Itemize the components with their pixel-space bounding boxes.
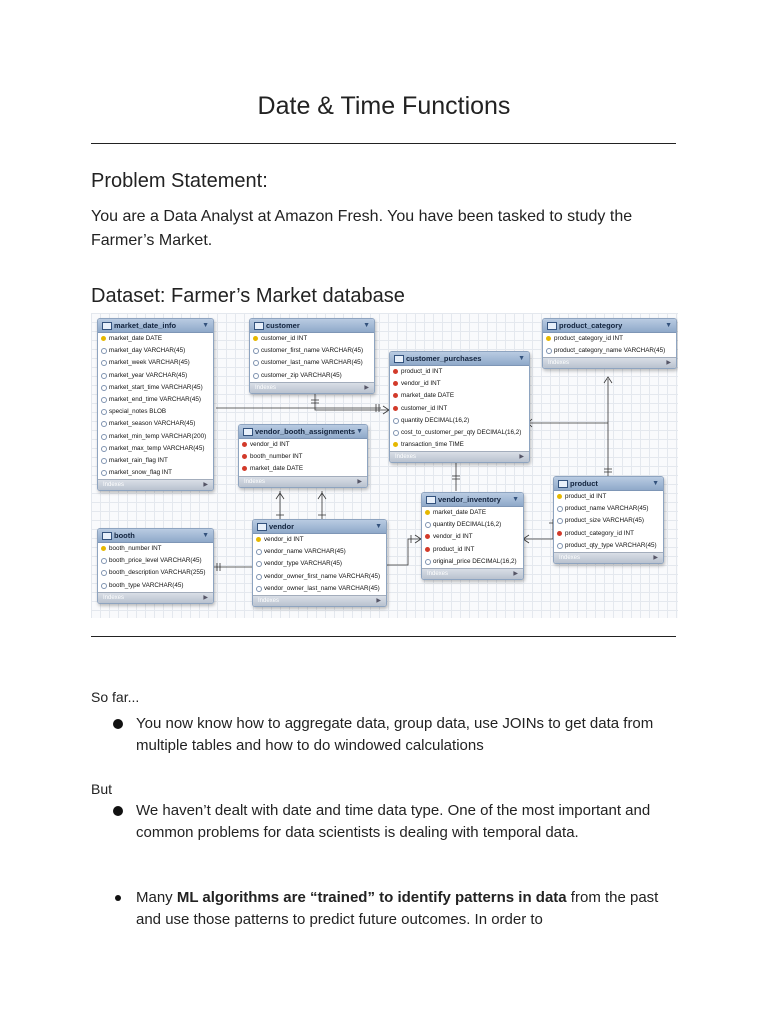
column-label: vendor_id INT	[433, 533, 473, 541]
column-label: quantity DECIMAL(16,2)	[433, 521, 502, 529]
collapse-arrow-icon[interactable]: ▼	[512, 496, 519, 503]
column-label: product_name VARCHAR(45)	[565, 505, 649, 513]
problem-text: You are a Data Analyst at Amazon Fresh. You have been tasked to study the Farmer’s Market.	[91, 208, 633, 249]
table-product	[553, 476, 664, 564]
table-market-date-info	[97, 318, 214, 491]
column-icon	[557, 506, 563, 512]
table-column	[98, 555, 213, 567]
table-column	[554, 515, 663, 527]
column-label: market_season VARCHAR(45)	[109, 420, 196, 428]
table-header	[390, 352, 529, 366]
indexes-label: Indexes	[255, 384, 277, 391]
table-column	[98, 543, 213, 555]
primary-key-icon	[101, 336, 106, 341]
table-column	[250, 370, 374, 382]
table-header	[422, 493, 523, 507]
column-icon	[425, 522, 431, 528]
table-column	[98, 467, 213, 479]
column-label: product_id INT	[401, 368, 443, 375]
table-customer-purchases	[389, 351, 530, 463]
table-column	[253, 571, 386, 583]
column-icon	[101, 458, 107, 464]
table-column	[422, 519, 523, 531]
table-column	[253, 534, 386, 546]
table-icon	[558, 480, 568, 488]
table-header	[554, 477, 663, 491]
table-header	[543, 319, 676, 333]
table-header	[250, 319, 374, 333]
column-label: customer_id INT	[261, 335, 308, 342]
column-icon	[101, 470, 107, 476]
primary-key-icon	[101, 546, 106, 551]
column-label: product_id INT	[433, 545, 475, 553]
foreign-key-icon	[393, 369, 398, 374]
er-diagram	[91, 313, 678, 618]
table-column	[98, 580, 213, 592]
table-column	[422, 507, 523, 519]
table-name: vendor	[269, 522, 295, 531]
expand-arrow-icon[interactable]: ▶	[653, 554, 658, 561]
indexes-footer[interactable]	[239, 476, 367, 487]
table-column	[239, 439, 367, 451]
foreign-key-icon	[425, 547, 430, 552]
column-icon	[101, 385, 107, 391]
but-label: But	[91, 781, 113, 797]
primary-key-icon	[393, 442, 398, 447]
indexes-footer[interactable]	[422, 568, 523, 579]
table-column	[250, 333, 374, 345]
column-icon	[101, 446, 107, 452]
column-icon	[101, 583, 107, 589]
column-icon	[101, 397, 107, 403]
column-icon	[253, 348, 259, 354]
collapse-arrow-icon[interactable]: ▼	[356, 428, 363, 435]
bullet-text: You now know how to aggregate data, group data, use JOINs to get data from multiple tables and how to do windowed calculations	[136, 715, 654, 754]
column-icon	[256, 574, 262, 580]
column-icon	[101, 558, 107, 564]
table-column	[390, 390, 529, 402]
column-label: special_notes BLOB	[109, 408, 167, 416]
bullet-icon	[113, 719, 123, 729]
column-label: customer_last_name VARCHAR(45)	[261, 359, 363, 367]
table-column	[239, 463, 367, 475]
expand-arrow-icon[interactable]: ▶	[376, 597, 381, 604]
column-label: quantity DECIMAL(16,2)	[401, 416, 470, 424]
indexes-footer[interactable]	[253, 595, 386, 606]
primary-key-icon	[253, 336, 258, 341]
table-column	[98, 370, 213, 382]
dataset-heading: Dataset: Farmer’s Market database	[91, 285, 405, 307]
column-label: market_date DATE	[250, 465, 304, 473]
table-header	[239, 425, 367, 439]
problem-heading: Problem Statement:	[91, 170, 268, 192]
table-icon	[547, 322, 557, 330]
table-column	[239, 451, 367, 463]
column-label: product_category_name VARCHAR(45)	[554, 347, 666, 355]
indexes-footer[interactable]	[390, 451, 529, 462]
collapse-arrow-icon[interactable]: ▼	[652, 480, 659, 487]
table-header	[98, 319, 213, 333]
collapse-arrow-icon[interactable]: ▼	[375, 523, 382, 530]
table-column	[98, 431, 213, 443]
collapse-arrow-icon[interactable]: ▼	[518, 355, 525, 362]
table-column	[390, 439, 529, 451]
table-column	[98, 443, 213, 455]
table-column	[422, 556, 523, 568]
column-label: product_id INT	[565, 493, 607, 500]
foreign-key-icon	[557, 531, 562, 536]
table-vendor-inventory	[421, 492, 524, 580]
collapse-arrow-icon[interactable]: ▼	[665, 322, 672, 329]
relation-marker	[523, 523, 557, 543]
table-vendor-booth-assignments	[238, 424, 368, 488]
table-column	[98, 357, 213, 369]
table-column	[98, 394, 213, 406]
column-label: market_start_time VARCHAR(45)	[109, 383, 203, 391]
relation-line	[522, 519, 553, 539]
table-column	[390, 366, 529, 378]
expand-arrow-icon[interactable]: ▶	[513, 570, 518, 577]
primary-key-icon	[546, 336, 551, 341]
column-icon	[425, 559, 431, 565]
primary-key-icon	[557, 494, 562, 499]
column-icon	[546, 348, 552, 354]
indexes-label: Indexes	[103, 482, 125, 489]
table-column	[253, 583, 386, 595]
column-label: market_week VARCHAR(45)	[109, 359, 190, 367]
indexes-label: Indexes	[258, 597, 280, 604]
column-label: market_snow_flag INT	[109, 469, 172, 477]
column-label: vendor_name VARCHAR(45)	[264, 548, 346, 556]
column-icon	[101, 348, 107, 354]
table-icon	[394, 355, 404, 363]
indexes-footer[interactable]	[98, 479, 213, 490]
foreign-key-icon	[425, 534, 430, 539]
table-name: product	[570, 479, 598, 488]
column-label: vendor_type VARCHAR(45)	[264, 560, 342, 568]
column-icon	[101, 360, 107, 366]
indexes-footer[interactable]	[98, 592, 213, 603]
table-name: customer	[266, 321, 300, 330]
column-label: market_end_time VARCHAR(45)	[109, 395, 201, 403]
column-label: original_price DECIMAL(16,2)	[433, 557, 517, 565]
table-column	[554, 503, 663, 515]
expand-arrow-icon[interactable]: ▶	[364, 384, 369, 391]
column-label: market_date DATE	[401, 392, 455, 400]
table-column	[390, 378, 529, 390]
table-column	[98, 345, 213, 357]
column-label: market_min_temp VARCHAR(200)	[109, 432, 207, 440]
primary-key-icon	[256, 537, 261, 542]
foreign-key-icon	[242, 466, 247, 471]
collapse-arrow-icon[interactable]: ▼	[202, 322, 209, 329]
column-icon	[393, 430, 399, 436]
table-name: vendor_inventory	[438, 495, 501, 504]
indexes-footer[interactable]	[250, 382, 374, 393]
column-icon	[393, 418, 399, 424]
divider	[91, 143, 676, 144]
table-column	[250, 357, 374, 369]
column-icon	[101, 421, 107, 427]
column-icon	[101, 434, 107, 440]
expand-arrow-icon[interactable]: ▶	[357, 478, 362, 485]
table-column	[554, 540, 663, 552]
table-column	[98, 455, 213, 467]
expand-arrow-icon[interactable]: ▶	[203, 482, 208, 489]
indexes-footer[interactable]	[543, 357, 676, 368]
column-label: market_date DATE	[109, 335, 163, 342]
table-name: vendor_booth_assignments	[255, 427, 356, 436]
column-label: booth_description VARCHAR(255)	[109, 569, 206, 577]
column-label: product_category_id INT	[554, 335, 623, 342]
column-label: product_category_id INT	[565, 529, 634, 537]
table-icon	[102, 322, 112, 330]
table-icon	[426, 496, 436, 504]
table-column	[422, 544, 523, 556]
column-label: booth_number INT	[109, 545, 162, 552]
primary-key-icon	[425, 510, 430, 515]
column-icon	[256, 561, 262, 567]
column-icon	[253, 360, 259, 366]
column-icon	[256, 549, 262, 555]
so-far-label: So far...	[91, 689, 140, 705]
table-icon	[243, 428, 253, 436]
table-column	[98, 418, 213, 430]
indexes-label: Indexes	[395, 454, 417, 461]
bullet-text-pre: Many	[136, 889, 177, 906]
table-name: market_date_info	[114, 321, 177, 330]
column-label: market_max_temp VARCHAR(45)	[109, 444, 205, 452]
table-column	[98, 567, 213, 579]
table-product-category	[542, 318, 677, 369]
column-label: transaction_time TIME	[401, 441, 464, 449]
table-column	[98, 406, 213, 418]
indexes-footer[interactable]	[554, 552, 663, 563]
column-label: cost_to_customer_per_qty DECIMAL(16,2)	[401, 428, 522, 436]
column-label: vendor_id INT	[250, 441, 290, 448]
column-label: product_qty_type VARCHAR(45)	[565, 541, 657, 549]
indexes-label: Indexes	[244, 478, 266, 485]
collapse-arrow-icon[interactable]: ▼	[363, 322, 370, 329]
table-column	[390, 403, 529, 415]
column-label: customer_zip VARCHAR(45)	[261, 371, 342, 379]
foreign-key-icon	[393, 393, 398, 398]
indexes-label: Indexes	[559, 554, 581, 561]
column-icon	[101, 409, 107, 415]
column-icon	[557, 518, 563, 524]
column-label: booth_price_level VARCHAR(45)	[109, 557, 202, 565]
bullet-text-post: from the past and use those patterns to predict future outcomes. In order to	[136, 889, 659, 928]
table-column	[250, 345, 374, 357]
relation-marker	[276, 493, 326, 515]
table-header	[98, 529, 213, 543]
column-label: booth_type VARCHAR(45)	[109, 581, 184, 589]
bullet-icon	[115, 895, 121, 901]
table-column	[98, 382, 213, 394]
column-icon	[101, 373, 107, 379]
table-name: customer_purchases	[406, 354, 482, 363]
column-label: market_date DATE	[433, 509, 487, 516]
column-icon	[253, 373, 259, 379]
column-icon	[256, 586, 262, 592]
expand-arrow-icon[interactable]: ▶	[519, 454, 524, 461]
column-label: vendor_owner_first_name VARCHAR(45)	[264, 572, 381, 580]
bullet-text-bold: ML algorithms are “trained” to identify patterns in data	[176, 889, 567, 906]
column-label: market_year VARCHAR(45)	[109, 371, 188, 379]
table-column	[98, 333, 213, 345]
table-column	[390, 427, 529, 439]
column-label: vendor_id INT	[401, 380, 441, 388]
bullet-text: We haven’t dealt with date and time data type. One of the most important and common problems for data scientists is dealing with temporal data.	[136, 802, 651, 841]
table-column	[253, 558, 386, 570]
table-header	[253, 520, 386, 534]
expand-arrow-icon[interactable]: ▶	[666, 360, 671, 367]
foreign-key-icon	[242, 454, 247, 459]
column-label: market_day VARCHAR(45)	[109, 347, 186, 355]
column-label: vendor_id INT	[264, 536, 304, 543]
foreign-key-icon	[393, 381, 398, 386]
column-label: customer_first_name VARCHAR(45)	[261, 347, 364, 355]
relation-line	[280, 491, 322, 521]
column-label: vendor_owner_last_name VARCHAR(45)	[264, 584, 380, 592]
table-icon	[257, 523, 267, 531]
collapse-arrow-icon[interactable]: ▼	[202, 532, 209, 539]
bullet-icon	[113, 806, 123, 816]
table-column	[253, 546, 386, 558]
table-vendor	[252, 519, 387, 607]
table-column	[390, 415, 529, 427]
indexes-label: Indexes	[548, 360, 570, 367]
divider	[91, 636, 676, 637]
table-customer	[249, 318, 375, 394]
column-label: booth_number INT	[250, 453, 303, 461]
expand-arrow-icon[interactable]: ▶	[203, 594, 208, 601]
table-column	[422, 531, 523, 543]
table-name: product_category	[559, 321, 623, 330]
table-column	[543, 333, 676, 345]
foreign-key-icon	[393, 406, 398, 411]
indexes-label: Indexes	[427, 570, 449, 577]
table-booth	[97, 528, 214, 604]
column-icon	[101, 570, 107, 576]
indexes-label: Indexes	[103, 594, 125, 601]
column-label: product_size VARCHAR(45)	[565, 517, 644, 525]
column-label: customer_id INT	[401, 404, 448, 412]
bullet-text	[136, 887, 681, 931]
table-name: booth	[114, 531, 135, 540]
page-title: Date & Time Functions	[257, 92, 511, 120]
table-icon	[254, 322, 264, 330]
table-column	[554, 528, 663, 540]
table-column	[554, 491, 663, 503]
table-column	[543, 345, 676, 357]
table-icon	[102, 532, 112, 540]
column-label: market_rain_flag INT	[109, 456, 168, 464]
column-icon	[557, 543, 563, 549]
foreign-key-icon	[242, 442, 247, 447]
